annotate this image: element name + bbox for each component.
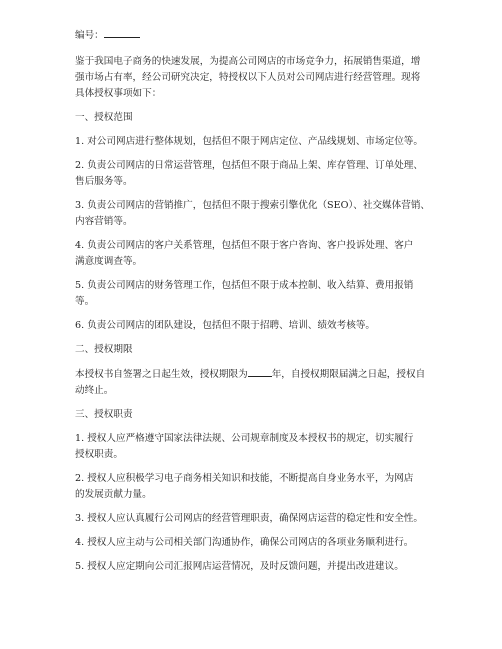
section-heading-scope: 一、授权范围 bbox=[75, 112, 133, 123]
intro-line: 具体授权事项如下： bbox=[75, 88, 162, 99]
duty-item: 3. 授权人应认真履行公司网店的经营管理职责，确保网店运营的稳定性和安全性。 bbox=[75, 513, 423, 524]
scope-item: 3. 负责公司网店的营销推广，包括但不限于搜索引擎优化（SEO）、社交媒体营销、 内容营销等。 bbox=[75, 200, 431, 227]
number-blank bbox=[104, 27, 140, 38]
intro-line: 鉴于我国电子商务的快速发展，为提高公司网店的市场竞争力，拓展销售渠道，增 bbox=[75, 56, 421, 67]
number-label: 编号： bbox=[75, 30, 104, 41]
intro-paragraph bbox=[75, 54, 444, 102]
duty-item: 5. 授权人应定期向公司汇报网店运营情况，及时反馈问题，并提出改进建议。 bbox=[75, 561, 404, 572]
scope-item: 5. 负责公司网店的财务管理工作，包括但不限于成本控制、收入结算、费用报销 等。 bbox=[75, 280, 414, 307]
term-paragraph bbox=[75, 366, 444, 399]
scope-item: 2. 负责公司网店的日常运营管理，包括但不限于商品上架、库存管理、订单处理、 售后服务等。 bbox=[75, 160, 423, 187]
duty-item: 2. 授权人应积极学习电子商务相关知识和技能，不断提高自身业务水平，为网店 的发展贡献力量。 bbox=[75, 473, 414, 500]
section-heading-term: 二、授权期限 bbox=[75, 344, 133, 355]
intro-line: 强市场占有率，经公司研究决定，特授权以下人员对公司网店进行经营管理。现将 bbox=[75, 72, 421, 83]
scope-item: 1. 对公司网店进行整体规划，包括但不限于网店定位、产品线规划、市场定位等。 bbox=[75, 136, 423, 147]
term-years-blank bbox=[248, 366, 272, 377]
section-heading-duties: 三、授权职责 bbox=[75, 409, 133, 420]
document-number bbox=[75, 27, 444, 44]
duty-item: 4. 授权人应主动与公司相关部门沟通协作，确保公司网店的各项业务顺利进行。 bbox=[75, 537, 414, 548]
term-line: 动终止。 bbox=[75, 385, 114, 396]
scope-item: 4. 负责公司网店的客户关系管理，包括但不限于客户咨询、客户投诉处理、客户 满意度调查等。 bbox=[75, 240, 414, 267]
term-line: 本授权书自签署之日起生效，授权期限为 年，自授权期限届满之日起，授权自 bbox=[75, 366, 444, 383]
duty-item: 1. 授权人应严格遵守国家法律法规、公司规章制度及本授权书的规定，切实履行 授权职责。 bbox=[75, 433, 414, 460]
scope-item: 6. 负责公司网店的团队建设，包括但不限于招聘、培训、绩效考核等。 bbox=[75, 320, 376, 331]
